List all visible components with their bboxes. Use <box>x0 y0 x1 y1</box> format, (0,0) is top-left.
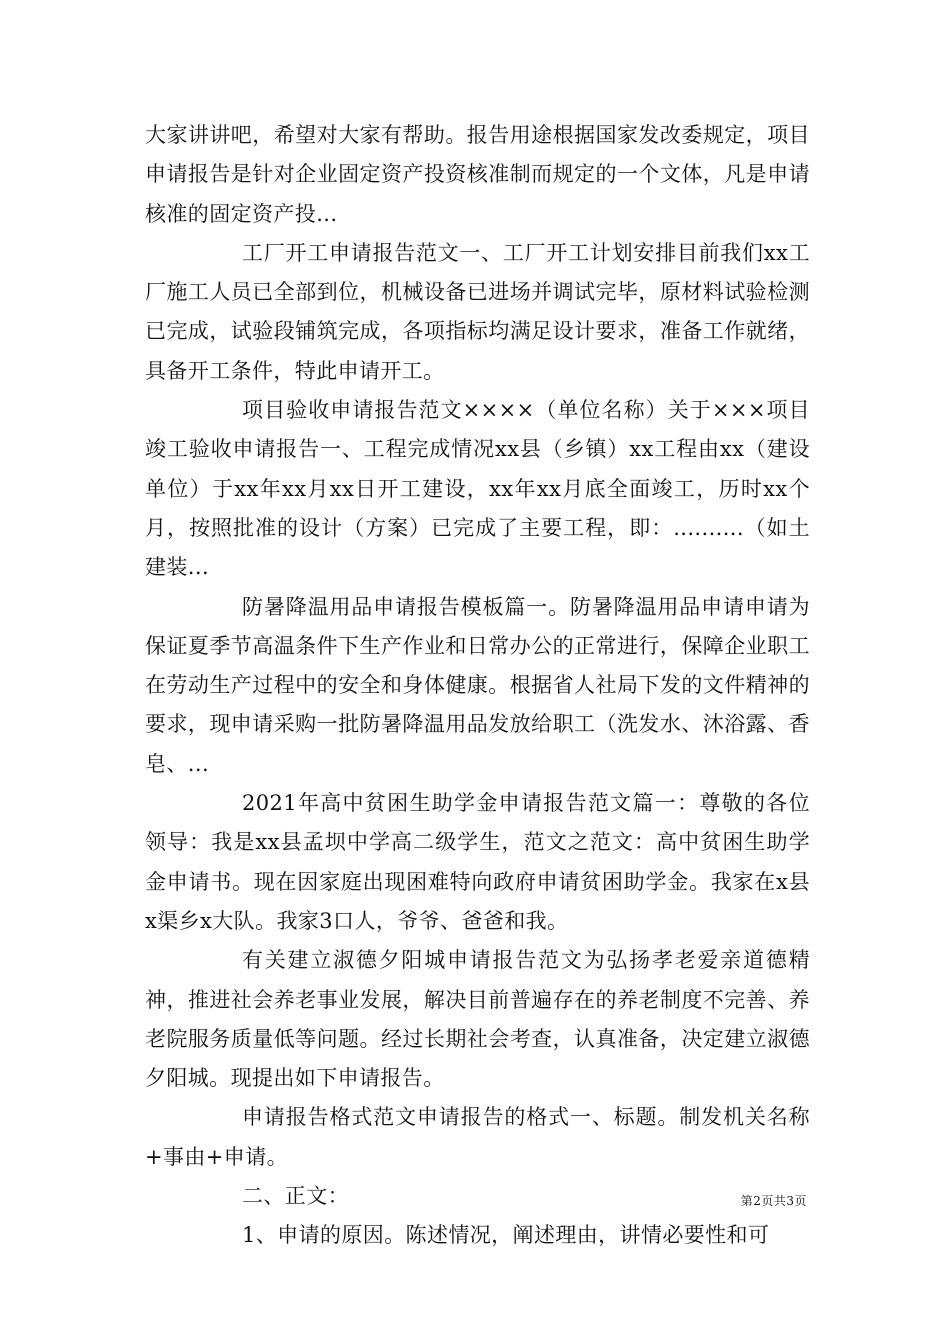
page-number: 第2页共3页 <box>740 1194 807 1208</box>
paragraph-3: 项目验收申请报告范文××××（单位名称）关于×××项目竣工验收申请报告一、工程完成情况xx县（乡镇）xx工程由xx（建设单位）于xx年xx月xx日开工建设，xx年xx月底全面竣工，历时xx个月，按照批准的设计（方案）已完成了主要工程，即：..........（如土建装... <box>145 398 810 580</box>
document-body <box>145 116 810 1256</box>
paragraph-9: 1、申请的原因。陈述情况，阐述理由，讲情必要性和可 <box>242 1223 770 1248</box>
paragraph-1: 大家讲讲吧，希望对大家有帮助。报告用途根据国家发改委规定，项目申请报告是针对企业固定资产投资核准制而规定的一个文体，凡是申请核准的固定资产投... <box>145 123 810 226</box>
paragraph-8: 二、正文： <box>242 1184 349 1209</box>
paragraph-4: 防暑降温用品申请报告模板篇一。防暑降温用品申请申请为保证夏季节高温条件下生产作业和日常办公的正常进行，保障企业职工在劳动生产过程中的安全和身体健康。根据省人社局下发的文件精神的要求，现申请采购一批防暑降温用品发放给职工（洗发水、沐浴露、香皂、... <box>145 594 810 776</box>
paragraph-2: 工厂开工申请报告范文一、工厂开工计划安排目前我们xx工厂施工人员已全部到位，机械设备已进场并调试完毕，原材料试验检测已完成，试验段铺筑完成，各项指标均满足设计要求，准备工作就绪，具备开工条件，特此申请开工。 <box>145 240 810 383</box>
paragraph-6: 有关建立淑德夕阳城申请报告范文为弘扬孝老爱亲道德精神，推进社会养老事业发展，解决目前普遍存在的养老制度不完善、养老院服务质量低等问题。经过长期社会考查，认真准备，决定建立淑德夕阳城。现提出如下申请报告。 <box>145 948 810 1091</box>
paragraph-7: 申请报告格式范文申请报告的格式一、标题。制发机关名称+事由+申请。 <box>145 1105 810 1169</box>
paragraph-5: 2021年高中贫困生助学金申请报告范文篇一：尊敬的各位领导：我是xx县孟坝中学高二级学生，范文之范文：高中贫困生助学金申请书。现在因家庭出现困难特向政府申请贫困助学金。我家在x县x渠乡x大队。我家3口人，爷爷、爸爸和我。 <box>145 791 810 933</box>
